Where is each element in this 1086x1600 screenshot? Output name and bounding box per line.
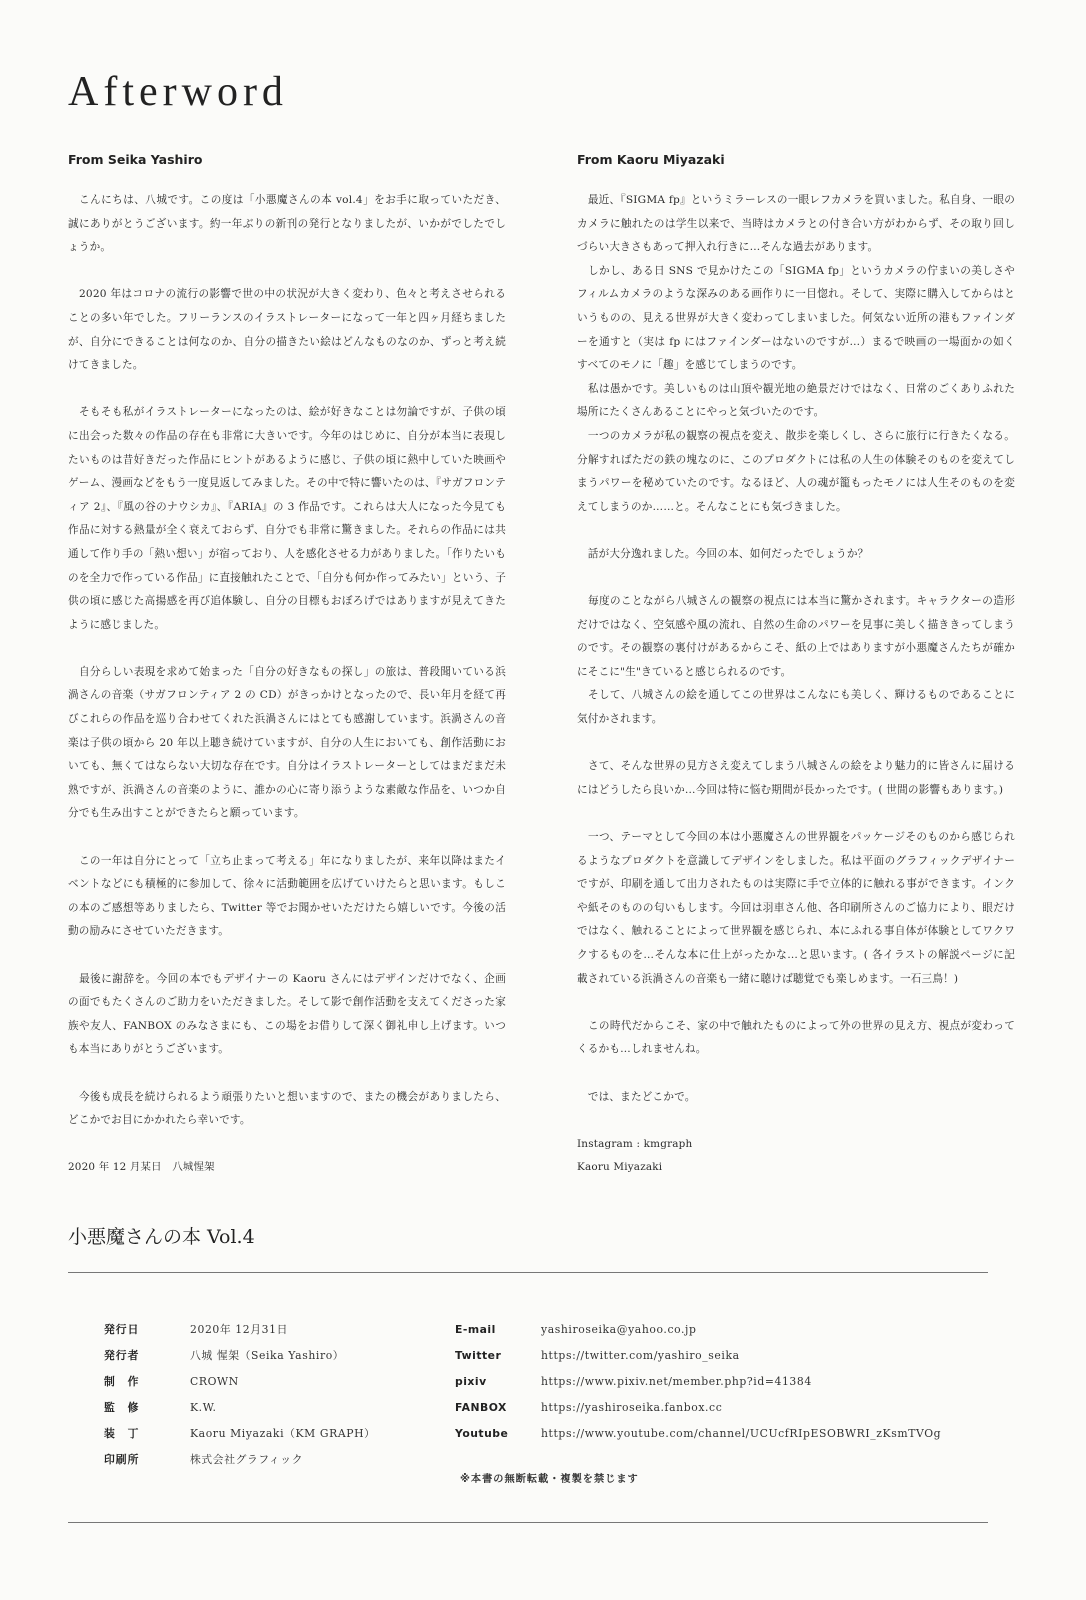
author-name: Kaoru Miyazaki	[577, 1160, 663, 1173]
colophon-label: 監 修	[104, 1400, 140, 1414]
contact-row	[455, 1420, 941, 1446]
paragraph: 毎度のことながら八城さんの観察の視点には本当に驚かされます。キャラクターの造形だけではなく、空気感や風の流れ、自然の生命のパワーを見事に美しく描ききってしまうのです。その観察の裏付けがあるからこそ、紙の上ではありますが小悪魔さんたちが確かにそこに"生"きていると感じられるのです。	[577, 595, 1015, 678]
colophon-row	[104, 1368, 376, 1394]
paragraph: こんにちは、八城です。この度は「小悪魔さんの本 vol.4」をお手に取っていただき、誠にありがとうございます。約一年ぶりの新刊の発行となりましたが、いかがでしたでしょうか。	[68, 194, 506, 254]
colophon-label: 印刷所	[104, 1452, 140, 1466]
fanbox-link[interactable]: https://yashiroseika.fanbox.cc	[541, 1400, 723, 1414]
divider	[68, 1522, 988, 1523]
paragraph: 自分らしい表現を求めて始まった「自分の好きなもの探し」の旅は、普段聞いている浜渦さんの音楽（サガフロンティア 2 の CD）がきっかけとなったので、長い年月を経て再びこれらの作品を巡り合わせてくれた浜渦さんにはとても感謝しています。浜渦さんの音楽は子供の頃から 20 年以上聴き続けていますが、自分の人生においても、創作活動においても、無くてはならない大切な存在です。自分はイラストレーターとしてはまだまだ未熟ですが、浜渦さんの音楽のように、誰かの心に寄り添うような素敵な作品を、いつか自分でも生み出すことができたらと願っています。	[68, 665, 506, 820]
colophon-value: CROWN	[190, 1374, 239, 1388]
colophon-label: 制 作	[104, 1374, 140, 1388]
contact-label: E-mail	[455, 1322, 496, 1336]
paragraph: 一つ、テーマとして今回の本は小悪魔さんの世界観をパッケージそのものから感じられるようなプロダクトを意識してデザインをしました。私は平面のグラフィックデザイナーですが、印刷を通して出力されたものは実際に手で立体的に触れる事ができます。インクや紙そのものの匂いもします。今回は羽車さん他、各印刷所さんのご協力により、眼だけではなく、触れることによって世界観を感じられ、本にふれる事自体が体験としてワクワクするものを…そんな本に仕上がったかな…と思います。( 各イラストの解説ページに記載されている浜渦さんの音楽も一緒に聴けば聴覚でも楽しめます。一石三鳥！)	[577, 831, 1015, 985]
contact-label: Youtube	[455, 1426, 509, 1440]
contact-row	[455, 1342, 941, 1368]
divider	[68, 1272, 988, 1273]
volume-title: 小悪魔さんの本 Vol.4	[68, 1226, 255, 1248]
section-heading-seika: From Seika Yashiro	[68, 152, 203, 167]
section-heading-kaoru: From Kaoru Miyazaki	[577, 152, 725, 167]
colophon-row	[104, 1342, 376, 1368]
contact-label: pixiv	[455, 1374, 487, 1388]
email-link[interactable]: yashiroseika@yahoo.co.jp	[541, 1322, 697, 1336]
colophon-label: 発行日	[104, 1322, 140, 1336]
youtube-link[interactable]: https://www.youtube.com/channel/UCUcfRIpESOBWRI_zKsmTVOg	[541, 1426, 942, 1440]
colophon-row	[104, 1316, 376, 1342]
paragraph: さて、そんな世界の見方さえ変えてしまう八城さんの絵をより魅力的に皆さんに届けるにはどうしたら良いか…今回は特に悩む期間が長かったです。( 世間の影響もあります。)	[577, 760, 1015, 796]
colophon-row	[104, 1420, 376, 1446]
twitter-link[interactable]: https://twitter.com/yashiro_seika	[541, 1348, 740, 1362]
contact-row	[455, 1316, 941, 1342]
colophon-value: Kaoru Miyazaki（KM GRAPH）	[190, 1426, 376, 1440]
paragraph: では、またどこかで。	[577, 1090, 696, 1103]
instagram-handle: Instagram : kmgraph	[577, 1137, 693, 1150]
colophon-value: 2020年 12月31日	[190, 1322, 288, 1336]
contact-label: FANBOX	[455, 1400, 507, 1414]
pixiv-link[interactable]: https://www.pixiv.net/member.php?id=41384	[541, 1374, 812, 1388]
paragraph: 今後も成長を続けられるよう頑張りたいと想いますので、またの機会がありましたら、どこかでお目にかかれたら幸いです。	[68, 1090, 506, 1127]
contact-row	[455, 1394, 941, 1420]
paragraph: 話が大分逸れました。今回の本、如何だったでしょうか？	[577, 547, 869, 560]
contact-row	[455, 1368, 941, 1394]
colophon-row	[104, 1394, 376, 1420]
copyright-notice: ※本書の無断転載・複製を禁じます	[460, 1474, 639, 1485]
colophon-row	[104, 1446, 376, 1472]
paragraph: 最後に謝辞を。今回の本でもデザイナーの Kaoru さんにはデザインだけでなく、企画の面でもたくさんのご助力をいただきました。そして影で創作活動を支えてくださった家族や友人、FANBOX のみなさまにも、この場をお借りして深く御礼申し上げます。いつも本当にありがとうございます。	[68, 972, 506, 1056]
paragraph: そして、八城さんの絵を通してこの世界はこんなにも美しく、輝けるものであることに気付かされます。	[577, 689, 1015, 726]
colophon-value: 八城 惺架（Seika Yashiro）	[190, 1348, 345, 1362]
colophon-value: 株式会社グラフィック	[190, 1452, 304, 1466]
afterword-kaoru-column	[577, 152, 1015, 1179]
contact-label: Twitter	[455, 1348, 502, 1362]
colophon-value: K.W.	[190, 1400, 217, 1414]
paragraph: この時代だからこそ、家の中で触れたものによって外の世界の見え方、視点が変わってくるかも…しれませんね。	[577, 1019, 1015, 1056]
colophon-info	[104, 1316, 376, 1472]
signature-date: 2020 年 12 月某日 八城惺架	[68, 1161, 215, 1174]
paragraph: 私は愚かです。美しいものは山頂や観光地の絶景だけではなく、日常のごくありふれた場所にたくさんあることにやっと気づいたのです。	[577, 382, 1015, 419]
paragraph: 最近、『SIGMA fp』というミラーレスの一眼レフカメラを買いました。私自身、一眼のカメラに触れたのは学生以来で、当時はカメラとの付き合い方がわからず、その取り回しづらい大きさもあって押入れ行きに…そんな過去があります。	[577, 194, 1015, 254]
colophon-label: 発行者	[104, 1348, 140, 1362]
afterword-seika-column	[68, 152, 506, 1179]
contact-info	[455, 1316, 941, 1446]
paragraph: そもそも私がイラストレーターになったのは、絵が好きなことは勿論ですが、子供の頃に出会った数々の作品の存在も非常に大きいです。今年のはじめに、自分が本当に表現したいものは昔好きだった作品にヒントがあるように感じ、子供の頃に熱中していた映画やゲーム、漫画などをもう一度見返してみました。その中で特に響いたのは、『サガフロンティア 2』、『風の谷のナウシカ』、『ARIA』の 3 作品です。これらは大人になった今見ても作品に対する熱量が全く衰えておらず、自分でも非常に驚きました。それらの作品には共通して作り手の「熱い想い」が宿っており、人を感化させる力がありました。「作りたいものを全力で作っている作品」に直接触れたことで、「自分も何か作ってみたい」という、子供の頃に感じた高揚感を再び追体験し、自分の目標もおぼろげではありますが見えてきたように感じました。	[68, 406, 506, 631]
paragraph: しかし、ある日 SNS で見かけたこの「SIGMA fp」というカメラの佇まいの美しさやフィルムカメラのような深みのある画作りに一目惚れ。そして、実際に購入してからはというものの、見える世界が大きく変わってしまいました。何気ない近所の港もファインダーを通すと（実は fp にはファインダーはないのですが…）まるで映画の一場面かの如くすべてのモノに「趣」を感じてしまうのです。	[577, 264, 1015, 372]
paragraph: この一年は自分にとって「立ち止まって考える」年になりましたが、来年以降はまたイベントなどにも積極的に参加して、徐々に活動範囲を広げていけたらと思います。もしこの本のご感想等ありましたら、Twitter 等でお聞かせいただけたら嬉しいです。今後の活動の励みにさせていただきます。	[68, 854, 506, 938]
paragraph: 一つのカメラが私の観察の視点を変え、散歩を楽しくし、さらに旅行に行きたくなる。分解すればただの鉄の塊なのに、このプロダクトには私の人生の体験そのものを変えてしまうパワーを秘めていたのです。なるほど、人の魂が籠もったモノには人生そのものを変えてしまうのか……と。そんなことにも気づきました。	[577, 429, 1015, 513]
colophon-label: 装 丁	[104, 1426, 140, 1440]
page-title: Afterword	[68, 69, 288, 115]
paragraph: 2020 年はコロナの流行の影響で世の中の状況が大きく変わり、色々と考えさせられることの多い年でした。フリーランスのイラストレーターになって一年と四ヶ月経ちましたが、自分にできることは何なのか、自分の描きたい絵はどんなものなのか、ずっと考え続けてきました。	[68, 288, 506, 372]
